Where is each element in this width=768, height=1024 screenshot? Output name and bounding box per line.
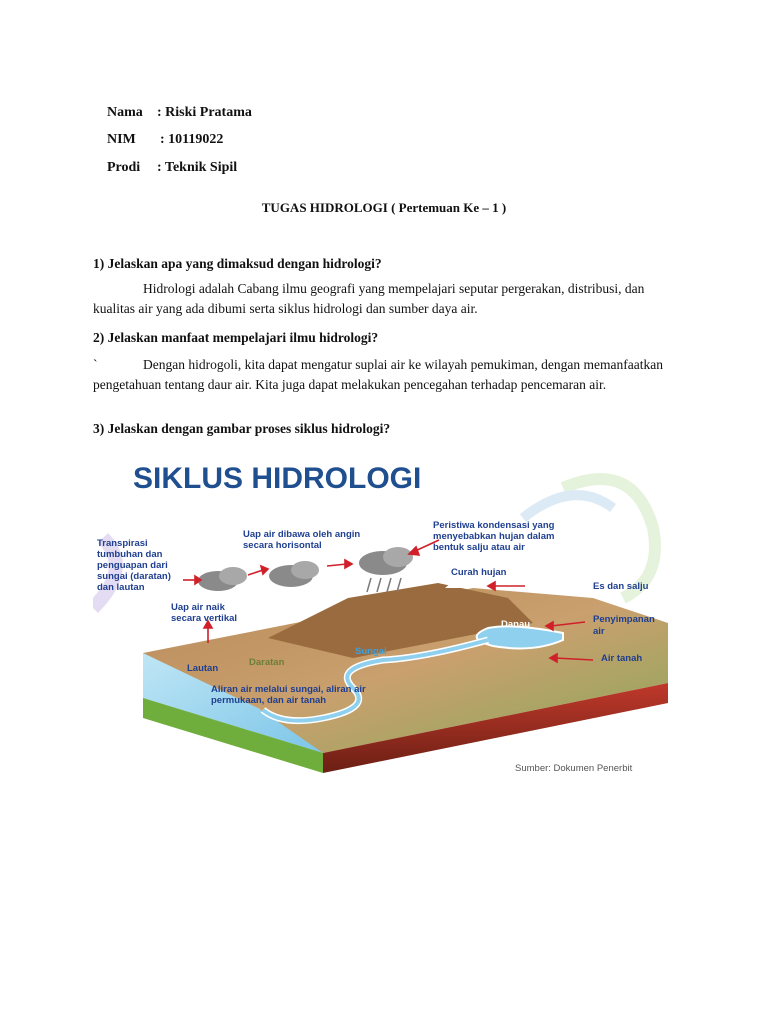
rain-cloud [359, 547, 413, 592]
nama-label: Nama [107, 105, 143, 120]
prodi-label: Prodi [107, 160, 141, 175]
answer-2 [93, 355, 673, 395]
aliran-label: Aliran air melalui sungai, aliran air permukaan, dan air tanah [211, 684, 366, 706]
uap-vertikal-label: Uap air naik secara vertikal [171, 602, 238, 624]
nim-label: NIM [107, 132, 136, 147]
daratan-label: Daratan [249, 657, 285, 668]
prodi-row [93, 144, 237, 192]
question-2: 2) Jelaskan manfaat mempelajari ilmu hidrologi? [93, 330, 379, 345]
nama-value: : Riski Pratama [157, 105, 252, 120]
question-1: 1) Jelaskan apa yang dimaksud dengan hidrologi? [93, 256, 382, 271]
answer-1 [93, 279, 673, 319]
nim-value: : 10119022 [160, 132, 224, 147]
es-salju-label: Es dan salju [593, 581, 649, 592]
document-title: TUGAS HIDROLOGI ( Pertemuan Ke – 1 ) [261, 200, 507, 215]
prodi-value: : Teknik Sipil [157, 160, 238, 175]
question-3: 3) Jelaskan dengan gambar proses siklus hidrologi? [93, 421, 391, 436]
transpirasi-label: Transpirasi tumbuhan dan penguapan dari sungai (daratan) dan lautan [97, 538, 171, 593]
lautan-label: Lautan [187, 663, 219, 674]
penyimpanan-label: Penyimpanan air [593, 614, 655, 637]
air-tanah-label: Air tanah [601, 653, 643, 664]
answer-1-text: Hidrologi adalah Cabang ilmu geografi yang mempelajari seputar pergerakan, distribusi, dan kualitas air yang ada dibumi serta siklus hidrologi dan sumber daya air. [93, 281, 645, 316]
sungai-label: Sungai [355, 646, 387, 657]
decor-swirl-right-2 [523, 495, 613, 518]
cloud-left [198, 567, 247, 591]
kondensasi-label: Peristiwa kondensasi yang menyebabkan hujan dalam bentuk salju atau air [433, 520, 555, 553]
danau-label: Danau [501, 619, 531, 630]
sumber-label: Sumber: Dokumen Penerbit [515, 763, 633, 774]
curah-hujan-label: Curah hujan [451, 567, 507, 578]
figure-heading: SIKLUS HIDROLOGI [133, 462, 422, 495]
hydrologic-cycle-figure [93, 448, 671, 788]
answer-2-text: Dengan hidrogoli, kita dapat mengatur suplai air ke wilayah pemukiman, dengan memanfaatkan pengetahuan tentang daur air. Kita juga dapat melakukan pencegahan terhadap pencemaran air. [93, 357, 663, 392]
cloud-middle [269, 561, 319, 587]
uap-horisontal-label: Uap air dibawa oleh angin secara horisontal [243, 529, 361, 551]
figure-svg [93, 448, 671, 788]
answer-2-marker: ` [93, 357, 98, 372]
